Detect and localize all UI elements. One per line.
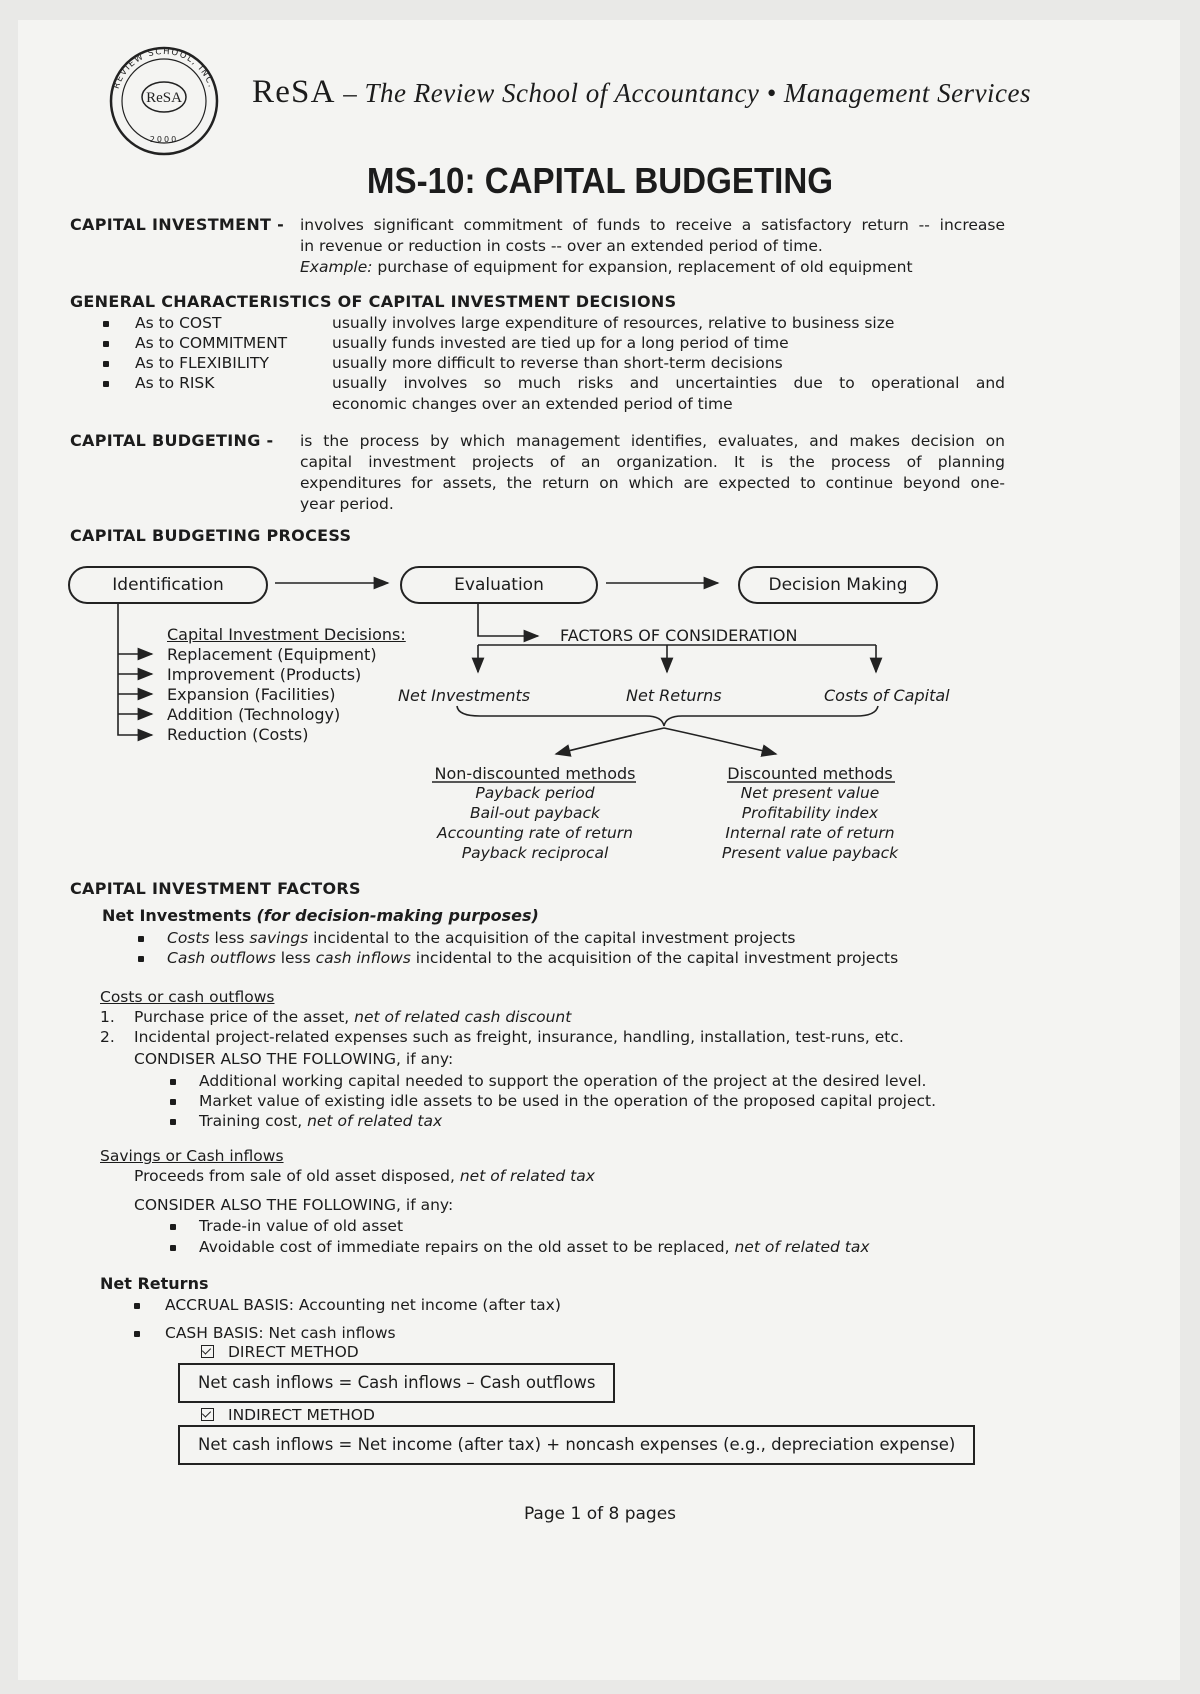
- net-investments-label: Net Investments: [102, 906, 252, 925]
- brand-subtitle: – The Review School of Accountancy • Management Services: [343, 78, 1032, 108]
- decision-item: Improvement (Products): [167, 665, 362, 684]
- capital-budgeting-line4: year period.: [300, 495, 394, 513]
- costs-italic: net of related cash discount: [354, 1008, 572, 1026]
- characteristic-desc: usually involves large expenditure of resources, relative to business size: [332, 314, 895, 332]
- savings-consider-item: Trade-in value of old asset: [199, 1217, 404, 1235]
- characteristic-desc: usually funds invested are tied up for a long period of time: [332, 334, 789, 352]
- indirect-method-label: INDIRECT METHOD: [228, 1406, 375, 1424]
- ni-rest: incidental to the acquisition of the capital investment projects: [308, 929, 796, 947]
- decision-item: Replacement (Equipment): [167, 645, 377, 664]
- discounted-method: Internal rate of return: [725, 824, 895, 842]
- capital-investment-label: CAPITAL INVESTMENT -: [70, 215, 285, 234]
- characteristic-aspect: As to RISK: [135, 374, 215, 392]
- logo-text: ReSA: [146, 90, 182, 106]
- indirect-method-row: [201, 1405, 375, 1426]
- ni-term: cash inflows: [315, 949, 411, 967]
- bullet: [170, 1099, 176, 1105]
- step-evaluation: Evaluation: [400, 566, 598, 604]
- non-discounted-method: Payback period: [475, 784, 595, 802]
- discounted-method: Profitability index: [741, 804, 879, 822]
- characteristic-aspect: As to COST: [135, 314, 222, 332]
- checkbox-checked-icon: [201, 1408, 214, 1421]
- savings-text: [134, 1166, 595, 1187]
- savings-consider-text: Avoidable cost of immediate repairs on the old asset to be replaced,: [199, 1238, 735, 1256]
- bullet: [138, 956, 144, 962]
- decision-item: Expansion (Facilities): [167, 685, 336, 704]
- bullet-row: [170, 1237, 176, 1258]
- ni-term: savings: [249, 929, 309, 947]
- checkbox-checked-icon: [201, 1345, 214, 1358]
- process-heading: CAPITAL BUDGETING PROCESS: [70, 526, 352, 545]
- example-label: Example:: [300, 258, 373, 276]
- bullet-row: [138, 928, 144, 949]
- factor-costs-of-capital: Costs of Capital: [824, 686, 950, 705]
- ni-connector: less: [275, 949, 316, 967]
- bullet: [134, 1331, 140, 1337]
- net-investment-bullet: [167, 928, 795, 949]
- bullet-row: [170, 1071, 176, 1092]
- capital-budgeting-label: CAPITAL BUDGETING -: [70, 431, 274, 450]
- factors-heading: FACTORS OF CONSIDERATION: [560, 626, 798, 645]
- bullet-row: [170, 1216, 176, 1237]
- savings-consider-heading: CONSIDER ALSO THE FOLLOWING, if any:: [134, 1196, 454, 1214]
- savings-consider-item: [199, 1237, 870, 1258]
- ni-rest: incidental to the acquisition of the capital investment projects: [410, 949, 899, 967]
- step-identification: Identification: [68, 566, 268, 604]
- net-returns-heading: Net Returns: [100, 1274, 209, 1293]
- non-discounted-method: Accounting rate of return: [436, 824, 634, 842]
- savings-heading: Savings or Cash inflows: [100, 1147, 284, 1165]
- accrual-basis: ACCRUAL BASIS: Accounting net income (after tax): [165, 1296, 561, 1314]
- costs-item: Incidental project-related expenses such as freight, insurance, handling, installation, test-runs, etc.: [134, 1028, 904, 1046]
- step-decision-making: Decision Making: [738, 566, 938, 604]
- characteristic-aspect: As to FLEXIBILITY: [135, 354, 269, 372]
- discounted-method: Net present value: [740, 784, 880, 802]
- bullet-row: [134, 1323, 140, 1344]
- net-investments-note: (for decision-making purposes): [256, 906, 539, 925]
- non-discounted-method: Bail-out payback: [470, 804, 600, 822]
- bullet: [138, 936, 144, 942]
- characteristic-desc-continued: economic changes over an extended period of time: [332, 395, 733, 413]
- characteristic-desc: usually involves so much risks and uncertainties due to operational and: [332, 374, 1005, 392]
- costs-num: 1.: [100, 1008, 115, 1026]
- discounted-method: Present value payback: [721, 844, 899, 862]
- non-discounted-heading: Non-discounted methods: [434, 764, 636, 783]
- bullet: [170, 1119, 176, 1125]
- capital-budgeting-line3: expenditures for assets, the return on which are expected to continue beyond one-: [300, 474, 1005, 492]
- costs-consider-item: [199, 1111, 442, 1132]
- decisions-bracket: [118, 602, 128, 735]
- costs-text: Purchase price of the asset,: [134, 1008, 355, 1026]
- costs-item: [134, 1007, 571, 1028]
- savings-consider-italic: net of related tax: [734, 1238, 870, 1256]
- costs-num: 2.: [100, 1028, 115, 1046]
- costs-consider-heading: CONDISER ALSO THE FOLLOWING, if any:: [134, 1050, 454, 1068]
- page-title: MS-10: CAPITAL BUDGETING: [366, 160, 834, 201]
- bullet-row: [170, 1091, 176, 1112]
- savings-plain: Proceeds from sale of old asset disposed,: [134, 1167, 460, 1185]
- ni-term: Costs: [167, 929, 210, 947]
- bullet: [170, 1079, 176, 1085]
- direct-method-row: [201, 1342, 359, 1363]
- indirect-formula-box: Net cash inflows = Net income (after tax) + noncash expenses (e.g., depreciation expense): [178, 1425, 975, 1465]
- brand-main: ReSA: [252, 74, 334, 110]
- discounted-heading: Discounted methods: [727, 764, 893, 783]
- characteristic-desc: usually more difficult to reverse than short-term decisions: [332, 354, 783, 372]
- ni-connector: less: [209, 929, 250, 947]
- factor-net-investments: Net Investments: [398, 686, 531, 705]
- capital-budgeting-line2: capital investment projects of an organization. It is the process of planning: [300, 453, 1005, 471]
- general-characteristics-heading: GENERAL CHARACTERISTICS OF CAPITAL INVESTMENT DECISIONS: [70, 292, 677, 311]
- non-discounted-method: Payback reciprocal: [461, 844, 609, 862]
- costs-consider-item: Additional working capital needed to support the operation of the project at the desired level.: [199, 1072, 927, 1090]
- characteristic-aspect: As to COMMITMENT: [135, 334, 288, 352]
- bullet: [134, 1303, 140, 1309]
- net-investment-bullet: [167, 948, 898, 969]
- ni-term: Cash outflows: [167, 949, 276, 967]
- factors-section-heading: CAPITAL INVESTMENT FACTORS: [70, 879, 361, 898]
- logo-year: 2000: [149, 135, 179, 144]
- costs-consider-item: Market value of existing idle assets to be used in the operation of the proposed capital project.: [199, 1092, 937, 1110]
- net-investments-heading: [102, 906, 539, 925]
- logo-ring-text: REVIEW SCHOOL, INC.: [111, 46, 217, 91]
- example-text: purchase of equipment for expansion, replacement of old equipment: [372, 258, 913, 276]
- savings-italic: net of related tax: [459, 1167, 595, 1185]
- costs-consider-italic: net of related tax: [307, 1112, 443, 1130]
- direct-method-label: DIRECT METHOD: [228, 1343, 359, 1361]
- arrow-to-discounted: [664, 728, 776, 754]
- decision-item: Reduction (Costs): [167, 725, 309, 744]
- factor-net-returns: Net Returns: [626, 686, 722, 705]
- cash-basis: CASH BASIS: Net cash inflows: [165, 1324, 396, 1342]
- decision-item: Addition (Technology): [167, 705, 341, 724]
- bullet: [170, 1224, 176, 1230]
- capital-budgeting-line1: is the process by which management identifies, evaluates, and makes decision on: [300, 432, 1005, 450]
- direct-formula-box: Net cash inflows = Cash inflows – Cash outflows: [178, 1363, 615, 1403]
- bullet: [170, 1245, 176, 1251]
- bullet-row: [138, 948, 144, 969]
- decisions-heading: Capital Investment Decisions:: [167, 625, 406, 644]
- arrow-to-factors: [478, 602, 538, 636]
- costs-consider-text: Training cost,: [199, 1112, 308, 1130]
- capital-investment-line1: involves significant commitment of funds to receive a satisfactory return -- increase: [300, 216, 1005, 234]
- page-number: Page 1 of 8 pages: [523, 1504, 677, 1524]
- capital-investment-line2: in revenue or reduction in costs -- over an extended period of time.: [300, 237, 823, 255]
- costs-heading: Costs or cash outflows: [100, 988, 275, 1006]
- factors-brace: [457, 706, 878, 726]
- arrow-to-non-discounted: [556, 728, 664, 754]
- bullet-row: [170, 1111, 176, 1132]
- bullet-row: [134, 1295, 140, 1316]
